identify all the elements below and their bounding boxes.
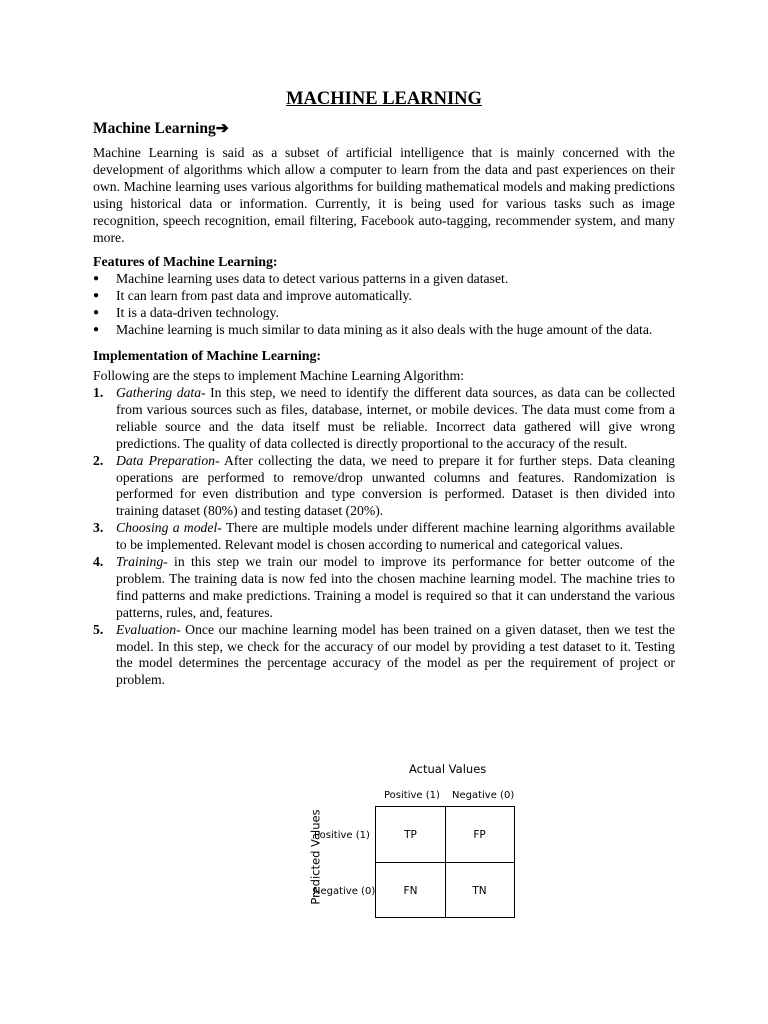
bullet-icon: ● <box>93 307 100 319</box>
row-header-positive: Positive (1) <box>314 830 370 841</box>
bullet-icon: ● <box>93 273 100 285</box>
matrix-grid <box>375 806 515 918</box>
step-item: 1. Gathering data- In this step, we need to identify the different data sources, as data can be collected from various sources such as files, database, internet, or mobile devices. The data must come from a reliable source and the data itself must be reliable. Incorrect data gathered will give wrong predictions. The quality of data collected is directly proportional to the accuracy of the result. <box>93 384 675 451</box>
predicted-values-label: Predicted Values <box>308 809 323 905</box>
list-item: ● It is a data-driven technology. <box>93 305 279 321</box>
confusion-matrix <box>280 758 530 928</box>
col-header-negative: Negative (0) <box>452 790 515 801</box>
page-title: MACHINE LEARNING <box>286 89 482 109</box>
step-item: 4. Training- in this step we train our model to improve its performance for better outcome of the problem. The training data is now fed into the chosen machine learning model. The machine tries to find patterns and make predictions. Training a model is required so that it can understand the various patterns, rules, and, features. <box>93 554 675 620</box>
step-item: 5. Evaluation- Once our machine learning model has been trained on a given dataset, then we test the model. In this step, we check for the accuracy of our model by providing a test dataset to it. Testing the model determines the percentage accuracy of the model as per the requirement of project or problem. <box>93 621 675 688</box>
list-item: ● Machine learning is much similar to data mining as it also deals with the huge amount of the data. <box>93 322 653 338</box>
steps-list <box>93 385 675 689</box>
bullet-icon: ● <box>93 290 100 302</box>
cell-tn: TN <box>472 885 487 897</box>
step-item: 3. Choosing a model- There are multiple models under different machine learning algorithms available to be implemented. Relevant model is chosen according to numerical and categorical values. <box>93 520 675 553</box>
bullet-icon: ● <box>93 324 100 336</box>
col-header-positive: Positive (1) <box>384 790 440 801</box>
features-list <box>93 271 675 339</box>
grid-divider <box>376 862 514 863</box>
list-item: ● Machine learning uses data to detect various patterns in a given dataset. <box>93 271 509 287</box>
implementation-lead: Following are the steps to implement Machine Learning Algorithm: <box>93 368 465 384</box>
step-item: 2. Data Preparation- After collecting the data, we need to prepare it for further steps. Data cleaning operations are performed to remove/drop unwanted columns and features. Randomization is performed for even distribution and type conversion is performed. Dataset is then divided into training dataset (80%) and testing dataset (20%). <box>93 452 675 519</box>
row-header-negative: Negative (0) <box>313 886 376 897</box>
cell-fp: FP <box>473 829 486 841</box>
actual-values-label: Actual Values <box>409 762 487 776</box>
list-item: ● It can learn from past data and improve automatically. <box>93 288 412 304</box>
features-heading: Features of Machine Learning: <box>93 255 278 271</box>
section-heading: Machine Learning➔ <box>93 120 229 137</box>
document-body <box>93 88 675 689</box>
cell-fn: FN <box>403 885 418 897</box>
intro-paragraph: Machine Learning is said as a subset of artificial intelligence that is mainly concerned with the development of algorithms which allow a computer to learn from the data and past experiences on their own. Machine learning uses various algorithms for building mathematical models and making predictions using historical data or information. Currently, it is being used for various tasks such as image recognition, speech recognition, email filtering, Facebook auto-tagging, recommender system, and many more. <box>93 145 675 245</box>
cell-tp: TP <box>404 829 417 841</box>
implementation-heading: Implementation of Machine Learning: <box>93 349 322 365</box>
